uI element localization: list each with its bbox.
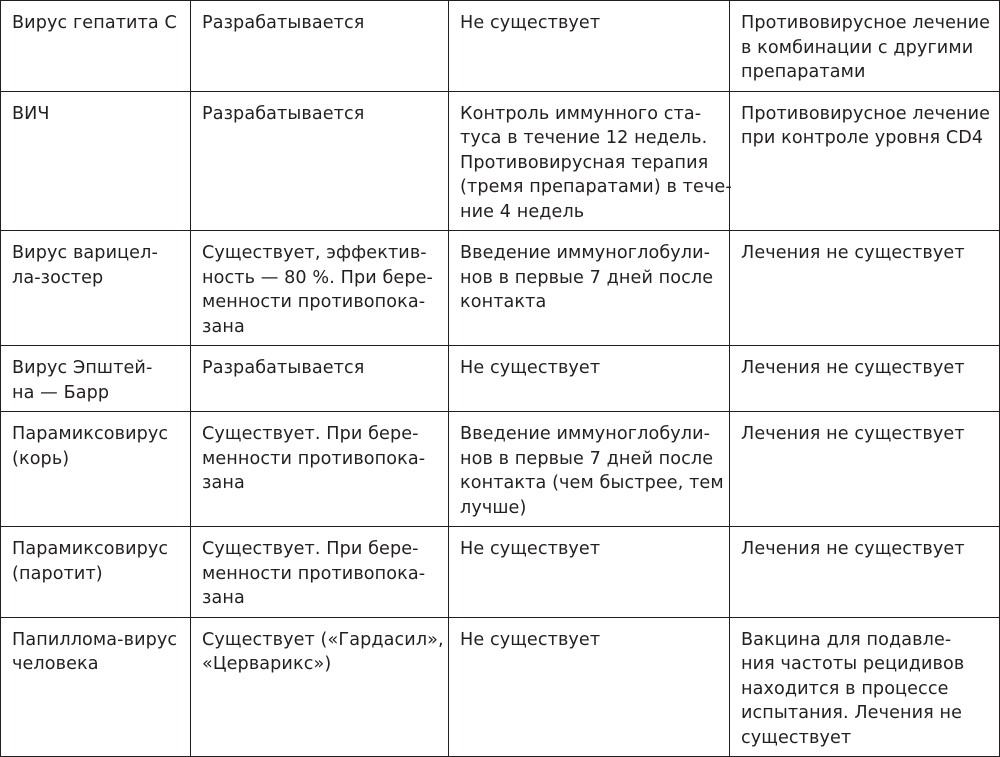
cell-line: контакта (чем быстрее, тем [460, 473, 724, 493]
treatment-cell [730, 91, 1000, 231]
prevention-cell [449, 527, 730, 618]
cell-line: Не существует [460, 358, 601, 378]
cell-line: Лечения не существует [741, 539, 965, 559]
vaccine-cell [191, 1, 449, 92]
table-row [1, 412, 1000, 527]
cell-line: ла-зостер [12, 267, 104, 288]
cell-line: испытания. Лечения не [741, 703, 963, 723]
vaccine-cell [191, 231, 449, 346]
virus-cell [1, 412, 191, 527]
cell-line: Парамиксовирус [12, 539, 169, 559]
cell-line: Лечения не существует [741, 424, 965, 444]
cell-line: ВИЧ [12, 103, 50, 124]
prevention-cell [449, 412, 730, 527]
vaccine-cell [191, 412, 449, 527]
virus-cell [1, 617, 191, 757]
table-row [1, 231, 1000, 346]
prevention-cell [449, 231, 730, 346]
cell-line: существует [741, 727, 852, 748]
cell-line: Введение иммуноглобули- [460, 243, 711, 263]
cell-line: (корь) [12, 448, 70, 469]
table-row [1, 527, 1000, 618]
cell-line: в комбинации с другими [741, 37, 974, 58]
virus-cell [1, 1, 191, 92]
cell-line: менности противопока- [202, 563, 426, 584]
cell-line: Парамиксовирус [12, 424, 169, 444]
cell-line: Не существует [460, 629, 601, 650]
treatment-cell [730, 527, 1000, 618]
cell-line: Вирус Эпштей- [12, 358, 153, 378]
cell-line: Противовирусная терапия [460, 152, 709, 173]
cell-line: Папиллома-вирус [12, 629, 178, 650]
cell-line: зана [202, 588, 245, 608]
prevention-cell [449, 617, 730, 757]
treatment-cell [730, 1, 1000, 92]
vaccine-cell [191, 527, 449, 618]
prevention-cell [449, 346, 730, 412]
cell-line: нов в первые 7 дней после [460, 448, 714, 469]
cell-line: Противовирусное лечение [741, 13, 991, 33]
cell-line: менности противопока- [202, 292, 426, 312]
cell-line: Разрабатывается [202, 13, 365, 33]
cell-line: Существует («Гардасил», [202, 629, 444, 650]
cell-line: Существует. При бере- [202, 539, 419, 559]
vaccine-cell [191, 346, 449, 412]
cell-line: (паротит) [12, 563, 103, 584]
treatment-cell [730, 231, 1000, 346]
table-row [1, 617, 1000, 757]
cell-line: Вакцина для подавле- [741, 629, 952, 650]
cell-line: Не существует [460, 13, 601, 33]
table-row [1, 1, 1000, 92]
virus-cell [1, 527, 191, 618]
cell-line: препаратами [741, 62, 866, 82]
cell-line: менности противопока- [202, 448, 426, 469]
treatment-cell [730, 412, 1000, 527]
cell-line: (тремя препаратами) в тече- [460, 177, 732, 197]
cell-line: Вирус варицел- [12, 243, 158, 263]
virus-cell [1, 231, 191, 346]
cell-line: Разрабатывается [202, 103, 365, 124]
vaccine-cell [191, 617, 449, 757]
vaccine-cell [191, 91, 449, 231]
cell-line: Существует, эффектив- [202, 243, 427, 263]
table-row [1, 346, 1000, 412]
virus-cell [1, 346, 191, 412]
cell-line: ния частоты рецидивов [741, 654, 965, 674]
cell-line: человека [12, 654, 99, 674]
cell-line: Контроль иммунного ста- [460, 103, 702, 124]
cell-line: Разрабатывается [202, 358, 365, 378]
cell-line: нов в первые 7 дней после [460, 267, 714, 288]
cell-line: Вирус гепатита С [12, 13, 177, 33]
cell-line: контакта [460, 292, 547, 312]
cell-line: находится в процессе [741, 678, 949, 699]
cell-line: зана [202, 316, 245, 337]
cell-line: Лечения не существует [741, 243, 965, 263]
cell-line: лучше) [460, 497, 527, 518]
cell-line: Не существует [460, 539, 601, 559]
cell-line: туса в течение 12 недель. [460, 128, 708, 148]
table-row [1, 91, 1000, 231]
cell-line: Противовирусное лечение [741, 103, 991, 124]
cell-line: Введение иммуноглобули- [460, 424, 711, 444]
cell-line: на — Барр [12, 382, 110, 403]
cell-line: зана [202, 473, 245, 493]
cell-line: Лечения не существует [741, 358, 965, 378]
prevention-cell [449, 91, 730, 231]
cell-line: «Церварикс») [202, 654, 332, 674]
cell-line: ность — 80 %. При бере- [202, 267, 433, 288]
cell-line: ние 4 недель [460, 201, 585, 222]
prevention-cell [449, 1, 730, 92]
cell-line: Существует. При бере- [202, 424, 419, 444]
treatment-cell [730, 346, 1000, 412]
cell-line: при контроле уровня CD4 [741, 128, 984, 148]
treatment-cell [730, 617, 1000, 757]
virus-cell [1, 91, 191, 231]
